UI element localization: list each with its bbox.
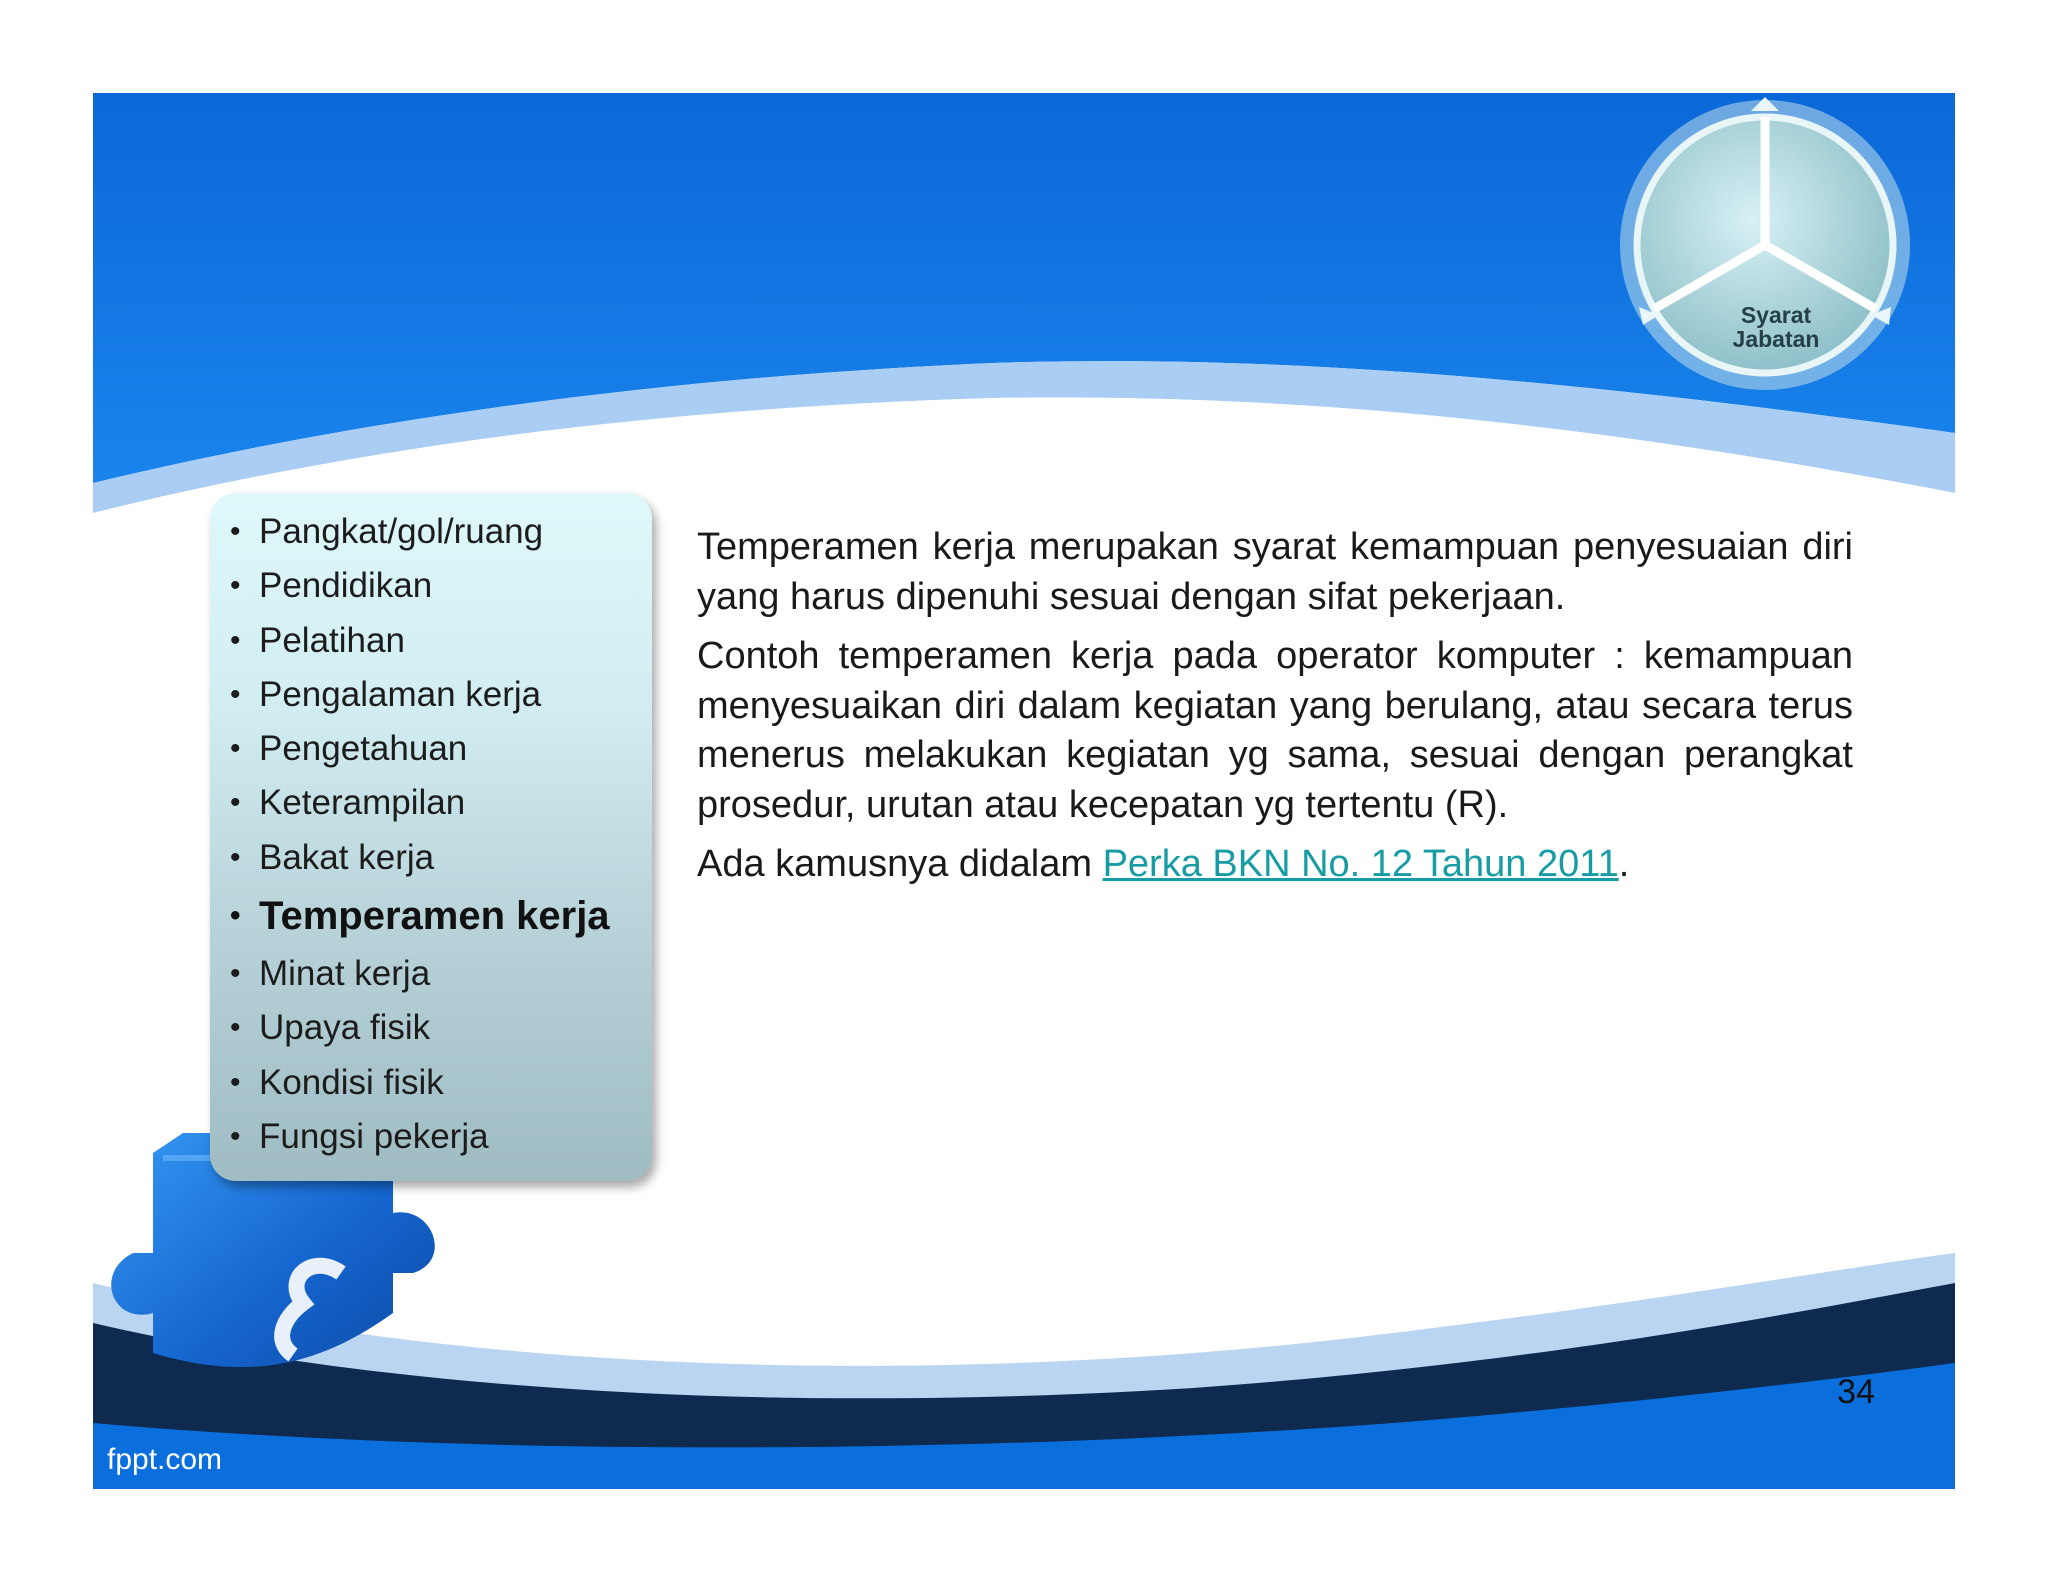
- list-item: [230, 559, 610, 613]
- list-item-label: Pangkat/gol/ruang: [259, 512, 544, 551]
- bullet-icon: •: [230, 957, 241, 991]
- reference-prefix: Ada kamusnya didalam: [697, 843, 1103, 885]
- list-item: [230, 776, 610, 830]
- list-item-label: Kondisi fisik: [259, 1062, 444, 1102]
- list-item-label: Bakat kerja: [259, 837, 435, 877]
- bullet-icon: •: [230, 623, 241, 657]
- bullet-icon: •: [230, 899, 241, 933]
- reference-paragraph: [697, 840, 1853, 890]
- reference-suffix: .: [1618, 843, 1630, 885]
- bullet-icon: •: [230, 786, 241, 820]
- bullet-icon: •: [230, 515, 241, 548]
- list-item-label: Upaya fisik: [259, 1008, 431, 1048]
- list-item-label: Pengalaman kerja: [259, 674, 542, 714]
- cycle-label-line1: Syarat: [1740, 302, 1812, 328]
- cycle-label-line2: Jabatan: [1732, 326, 1820, 352]
- content-body: [697, 523, 1853, 900]
- list-item-active: [230, 885, 610, 947]
- bullet-icon: •: [230, 1011, 241, 1045]
- bullet-icon: •: [230, 840, 241, 874]
- list-item: [230, 1001, 610, 1055]
- list-item: [230, 947, 610, 1001]
- bullet-icon: •: [230, 1065, 241, 1099]
- list-item-label: Fungsi pekerja: [259, 1116, 489, 1156]
- list-item-label: Pendidikan: [259, 566, 433, 606]
- bullet-icon: •: [230, 677, 241, 711]
- list-item: [230, 505, 610, 559]
- list-item: [230, 1110, 610, 1164]
- slide: [93, 93, 1955, 1489]
- footer-brand: fppt.com: [107, 1443, 223, 1476]
- bullet-icon: •: [230, 732, 241, 766]
- list-item: [230, 722, 610, 776]
- list-item: [230, 1056, 610, 1110]
- requirements-menu-panel: [210, 493, 652, 1181]
- bullet-icon: •: [230, 1119, 241, 1153]
- list-item-label: Pengetahuan: [259, 729, 468, 769]
- list-item-label: Pelatihan: [259, 620, 405, 660]
- list-item: [230, 614, 610, 668]
- definition-paragraph: Temperamen kerja merupakan syarat kemampuan penyesuaian diri yang harus dipenuhi sesuai dengan sifat pekerjaan.: [697, 526, 1853, 618]
- list-item-label: Keterampilan: [259, 783, 466, 823]
- perka-bkn-link[interactable]: Perka BKN No. 12 Tahun 2011: [1102, 843, 1619, 885]
- page-number: 34: [1837, 1373, 1875, 1411]
- cycle-diagram-label: [1691, 303, 1861, 351]
- list-item: [230, 831, 610, 885]
- example-paragraph: Contoh temperamen kerja pada operator komputer : kemampuan menyesuaikan diri dalam kegiatan yang berulang, atau secara terus menerus melakukan kegiatan yg sama, sesuai dengan perangkat prosedur, urutan atau kecepatan yg tertentu (R).: [697, 635, 1853, 826]
- bullet-icon: •: [230, 569, 241, 603]
- list-item-label-active: Temperamen kerja: [259, 894, 610, 939]
- requirements-list: [230, 505, 610, 1164]
- list-item: [230, 668, 610, 722]
- list-item-label: Minat kerja: [259, 954, 431, 994]
